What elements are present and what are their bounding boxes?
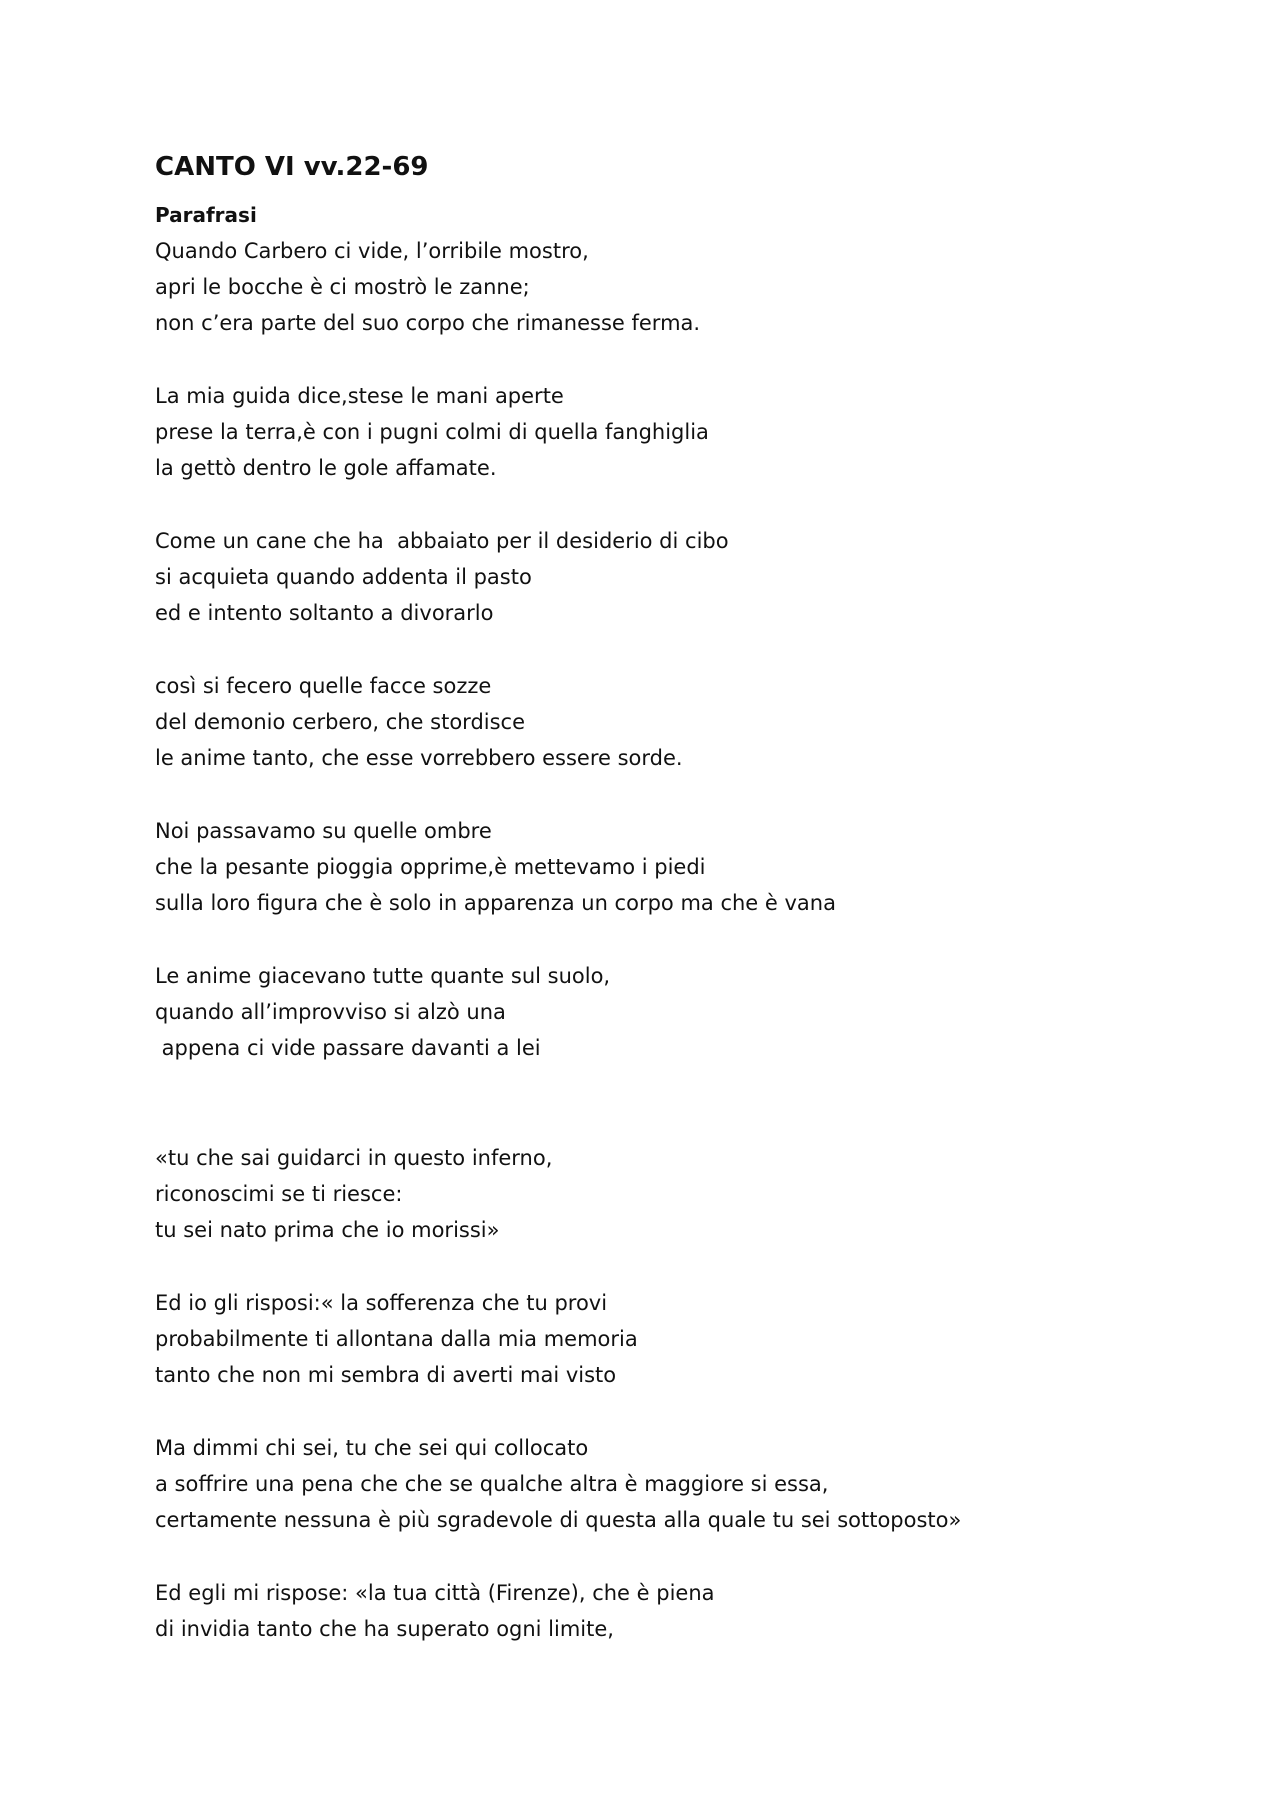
verse-line: di invidia tanto che ha superato ogni limite, [155,1617,614,1641]
verse-line: non c’era parte del suo corpo che rimanesse ferma. [155,311,701,335]
verse-line: sulla loro figura che è solo in apparenza un corpo ma che è vana [155,891,836,915]
verse-line: riconoscimi se ti riesce: [155,1182,403,1206]
verse-line: probabilmente ti allontana dalla mia memoria [155,1327,638,1351]
verse-line: del demonio cerbero, che stordisce [155,710,526,734]
page-title: CANTO VI vv.22-69 [155,152,429,182]
verse-line: le anime tanto, che esse vorrebbero essere sorde. [155,746,683,770]
verse-line: che la pesante pioggia opprime,è mettevamo i piedi [155,855,706,879]
verse-line: ed e intento soltanto a divorarlo [155,601,494,625]
verse-line: a soffrire una pena che che se qualche altra è maggiore si essa, [155,1472,829,1496]
verse-line: quando all’improvviso si alzò una [155,1000,506,1024]
section-heading: Parafrasi [155,203,257,227]
verse-line: certamente nessuna è più sgradevole di questa alla quale tu sei sottoposto» [155,1508,962,1532]
verse-line: Come un cane che ha abbaiato per il desiderio di cibo [155,529,729,553]
verse-line: così si fecero quelle facce sozze [155,674,492,698]
verse-line: tanto che non mi sembra di averti mai visto [155,1363,617,1387]
verse-line: «tu che sai guidarci in questo inferno, [155,1146,553,1170]
verse-line: Ed egli mi rispose: «la tua città (Firenze), che è piena [155,1581,715,1605]
verse-line: prese la terra,è con i pugni colmi di quella fanghiglia [155,420,709,444]
verse-line: La mia guida dice,stese le mani aperte [155,384,564,408]
verse-line: Le anime giacevano tutte quante sul suolo, [155,964,611,988]
verse-line: appena ci vide passare davanti a lei [155,1036,541,1060]
verse-line: Quando Carbero ci vide, l’orribile mostro, [155,239,589,263]
verse-line: apri le bocche è ci mostrò le zanne; [155,275,530,299]
verse-line: Ed io gli risposi:« la sofferenza che tu provi [155,1291,608,1315]
verse-line: tu sei nato prima che io morissi» [155,1218,500,1242]
verse-line: la gettò dentro le gole affamate. [155,456,497,480]
verse-line: Ma dimmi chi sei, tu che sei qui collocato [155,1436,589,1460]
verse-line: Noi passavamo su quelle ombre [155,819,492,843]
verse-line: si acquieta quando addenta il pasto [155,565,532,589]
